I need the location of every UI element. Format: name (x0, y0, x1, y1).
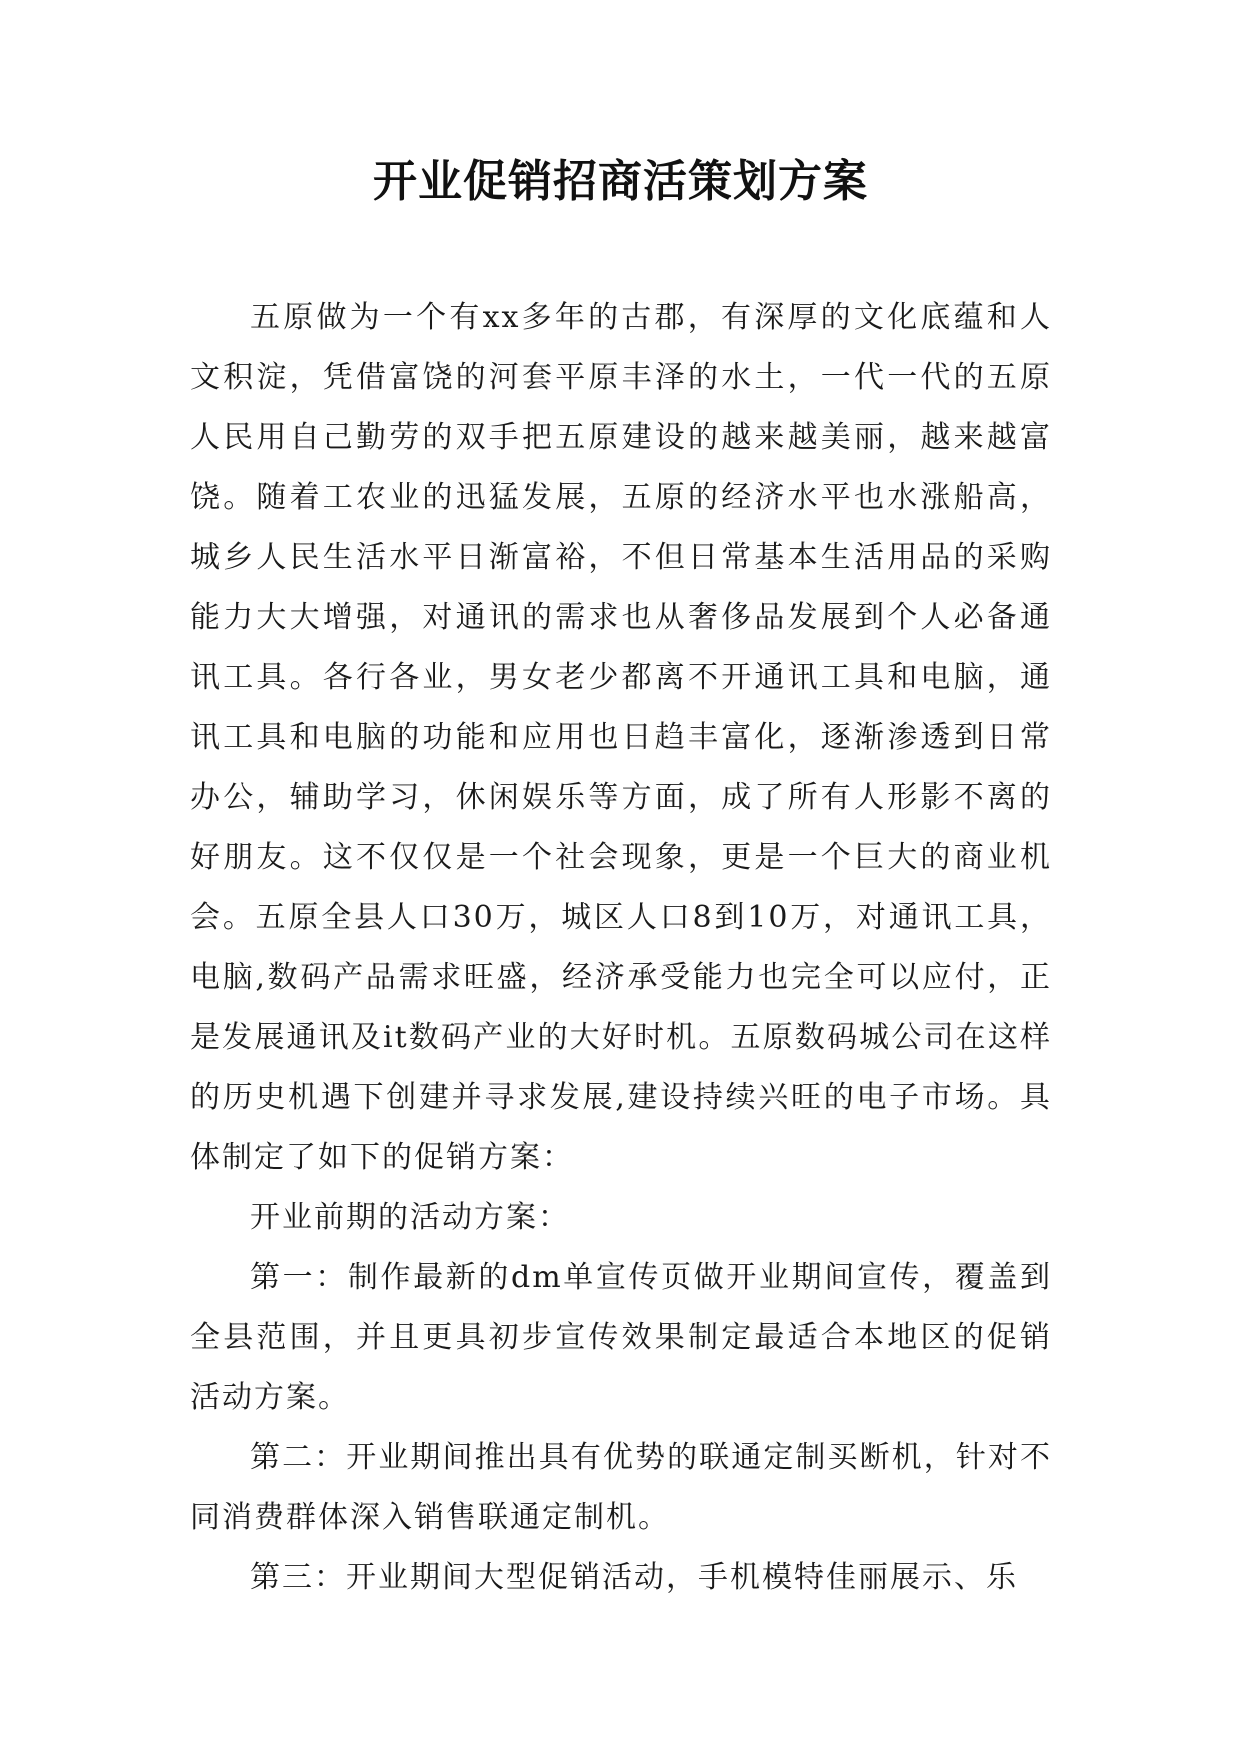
paragraph-item-1: 第一：制作最新的dm单宣传页做开业期间宣传，覆盖到全县范围，并且更具初步宣传效果制定最适合本地区的促销活动方案。 (190, 1260, 1052, 1415)
document-body (190, 288, 1052, 1608)
paragraph-pre-opening-heading: 开业前期的活动方案： (250, 1200, 570, 1235)
paragraph-item-2: 第二：开业期间推出具有优势的联通定制买断机，针对不同消费群体深入销售联通定制机。 (190, 1440, 1052, 1535)
paragraph-intro: 五原做为一个有xx多年的古郡，有深厚的文化底蕴和人文积淀，凭借富饶的河套平原丰泽的水土，一代一代的五原人民用自己勤劳的双手把五原建设的越来越美丽，越来越富饶。随着工农业的迅猛发展，五原的经济水平也水涨船高，城乡人民生活水平日渐富裕，不但日常基本生活用品的采购能力大大增强，对通讯的需求也从奢侈品发展到个人必备通讯工具。各行各业，男女老少都离不开通讯工具和电脑，通讯工具和电脑的功能和应用也日趋丰富化，逐渐渗透到日常办公，辅助学习，休闲娱乐等方面，成了所有人形影不离的好朋友。这不仅仅是一个社会现象，更是一个巨大的商业机会。五原全县人口30万，城区人口8到10万，对通讯工具，电脑,数码产品需求旺盛，经济承受能力也完全可以应付，正是发展通讯及it数码产业的大好时机。五原数码城公司在这样的历史机遇下创建并寻求发展,建设持续兴旺的电子市场。具体制定了如下的促销方案： (190, 300, 1052, 1175)
document-title: 开业促销招商活策划方案 (373, 156, 868, 207)
paragraph-item-3: 第三：开业期间大型促销活动，手机模特佳丽展示、乐 (250, 1560, 1018, 1595)
